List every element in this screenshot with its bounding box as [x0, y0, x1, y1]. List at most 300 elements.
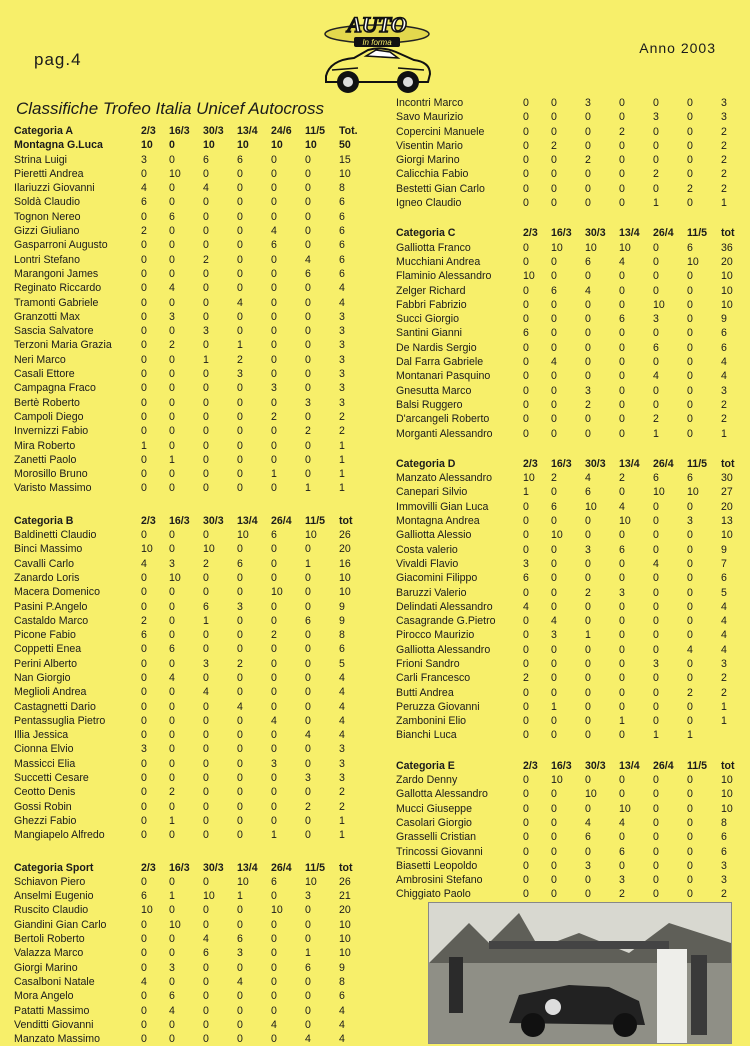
table-row — [14, 671, 376, 685]
table-row — [14, 439, 376, 453]
race-points: 3 — [169, 310, 175, 323]
race-points: 0 — [203, 729, 209, 742]
race-points: 0 — [271, 339, 277, 352]
race-points: 0 — [305, 571, 311, 584]
race-points: 0 — [141, 961, 147, 974]
race-points: 0 — [203, 586, 209, 599]
standings-table — [396, 226, 750, 440]
race-points: 3 — [237, 600, 243, 613]
race-points: 2 — [271, 629, 277, 642]
total-points: 20 — [339, 904, 351, 917]
race-points: 10 — [619, 241, 631, 254]
standings-table — [396, 96, 750, 210]
race-points: 6 — [203, 153, 209, 166]
race-points: 0 — [585, 139, 591, 152]
race-points: 10 — [619, 802, 631, 815]
race-points: 0 — [551, 154, 557, 167]
race-points: 0 — [523, 182, 529, 195]
driver-name: Picone Fabio — [14, 629, 76, 642]
race-points: 0 — [169, 875, 175, 888]
race-points: 0 — [237, 382, 243, 395]
race-points: 0 — [523, 398, 529, 411]
total-points: 3 — [339, 353, 345, 366]
race-points: 0 — [619, 629, 625, 642]
year-label: Anno 2003 — [639, 40, 716, 56]
table-row — [396, 153, 750, 167]
table-row — [14, 1032, 376, 1046]
race-points: 10 — [585, 500, 597, 513]
race-points: 0 — [653, 615, 659, 628]
race-points: 0 — [271, 1033, 277, 1046]
table-row — [396, 398, 750, 412]
race-points: 0 — [203, 671, 209, 684]
race-points: 0 — [551, 802, 557, 815]
race-points: 0 — [523, 427, 529, 440]
race-points: 0 — [203, 800, 209, 813]
race-points: 4 — [619, 500, 625, 513]
race-points: 0 — [237, 167, 243, 180]
race-points: 0 — [619, 327, 625, 340]
driver-name: Giorgi Marino — [396, 154, 460, 167]
race-points: 0 — [141, 339, 147, 352]
race-points: 0 — [203, 904, 209, 917]
race-points: 0 — [169, 743, 175, 756]
race-points: 0 — [551, 572, 557, 585]
race-points: 6 — [687, 472, 693, 485]
total-points: 3 — [339, 368, 345, 381]
race-points: 0 — [203, 975, 209, 988]
race-points: 0 — [551, 888, 557, 901]
race-points: 10 — [169, 918, 181, 931]
table-row — [14, 195, 376, 209]
race-points: 0 — [169, 614, 175, 627]
race-points: 6 — [551, 500, 557, 513]
total-points: 10 — [339, 586, 351, 599]
race-points: 0 — [169, 468, 175, 481]
race-points: 0 — [305, 757, 311, 770]
table-row — [14, 657, 376, 671]
column-header: 11/5 — [305, 125, 326, 137]
table-row — [14, 453, 376, 467]
race-points: 0 — [619, 356, 625, 369]
driver-name: Carli Francesco — [396, 672, 471, 685]
race-points: 3 — [141, 153, 147, 166]
race-points: 0 — [585, 557, 591, 570]
race-points: 0 — [271, 425, 277, 438]
race-points: 3 — [619, 586, 625, 599]
race-points: 10 — [585, 241, 597, 254]
race-points: 3 — [585, 384, 591, 397]
race-points: 0 — [271, 325, 277, 338]
race-points: 0 — [271, 196, 277, 209]
driver-name: Tramonti Gabriele — [14, 296, 99, 309]
driver-name: Vivaldi Flavio — [396, 557, 459, 570]
total-points: 2 — [721, 182, 727, 195]
table-row — [396, 125, 750, 139]
race-points: 0 — [653, 270, 659, 283]
race-points: 0 — [523, 729, 529, 742]
total-points: 10 — [339, 933, 351, 946]
total-points: 5 — [339, 657, 345, 670]
total-points: 10 — [721, 802, 733, 815]
race-points: 0 — [203, 643, 209, 656]
race-points: 3 — [141, 743, 147, 756]
race-points: 0 — [141, 210, 147, 223]
table-row — [396, 600, 750, 614]
table-row — [14, 614, 376, 628]
total-points: 4 — [339, 1018, 345, 1031]
total-points: 6 — [721, 327, 727, 340]
table-row — [396, 802, 750, 816]
race-points: 0 — [551, 97, 557, 109]
race-points: 0 — [203, 714, 209, 727]
race-points: 0 — [523, 313, 529, 326]
race-points: 0 — [585, 657, 591, 670]
race-points: 0 — [305, 714, 311, 727]
race-points: 0 — [141, 368, 147, 381]
table-row — [14, 210, 376, 224]
driver-name: Valazza Marco — [14, 947, 84, 960]
race-points: 0 — [619, 370, 625, 383]
race-points: 0 — [305, 700, 311, 713]
race-points: 1 — [169, 453, 175, 466]
driver-name: Pentassuglia Pietro — [14, 714, 106, 727]
table-row — [396, 614, 750, 628]
race-points: 0 — [237, 210, 243, 223]
table-row — [14, 785, 376, 799]
race-points: 0 — [305, 586, 311, 599]
race-points: 0 — [585, 515, 591, 528]
table-row — [396, 241, 750, 255]
race-points: 0 — [169, 1018, 175, 1031]
race-points: 3 — [271, 382, 277, 395]
race-points: 0 — [523, 370, 529, 383]
race-points: 0 — [169, 975, 175, 988]
race-points: 0 — [237, 282, 243, 295]
total-points: 2 — [721, 398, 727, 411]
race-points: 0 — [687, 270, 693, 283]
driver-name: Galliotta Alessio — [396, 529, 472, 542]
table-row — [14, 253, 376, 267]
race-points: 0 — [619, 859, 625, 872]
race-points: 0 — [271, 482, 277, 495]
race-points: 0 — [271, 729, 277, 742]
race-points: 0 — [237, 786, 243, 799]
race-points: 0 — [203, 529, 209, 542]
race-points: 0 — [619, 111, 625, 124]
table-row — [14, 903, 376, 917]
race-points: 0 — [169, 947, 175, 960]
race-points: 6 — [141, 196, 147, 209]
race-points: 0 — [271, 890, 277, 903]
driver-name: Mangiapelo Alfredo — [14, 829, 105, 842]
race-points: 6 — [619, 845, 625, 858]
total-points: 2 — [721, 168, 727, 181]
driver-name: Varisto Massimo — [14, 482, 92, 495]
race-points: 0 — [271, 686, 277, 699]
race-points: 0 — [203, 296, 209, 309]
race-points: 10 — [305, 875, 317, 888]
race-points: 0 — [237, 800, 243, 813]
race-points: 0 — [687, 197, 693, 210]
race-points: 0 — [271, 643, 277, 656]
race-points: 0 — [141, 296, 147, 309]
driver-name: Marangoni James — [14, 267, 99, 280]
column-header: 26/4 — [653, 227, 674, 240]
table-row — [14, 700, 376, 714]
race-points: 1 — [305, 482, 311, 495]
race-points: 0 — [203, 210, 209, 223]
race-points: 0 — [523, 543, 529, 556]
total-points: 2 — [721, 888, 727, 901]
race-points: 1 — [271, 829, 277, 842]
race-points: 0 — [551, 486, 557, 499]
race-points: 0 — [271, 961, 277, 974]
race-points: 0 — [271, 990, 277, 1003]
race-points: 0 — [687, 341, 693, 354]
race-points: 1 — [551, 700, 557, 713]
column-header: 13/4 — [237, 861, 258, 874]
table-row — [14, 424, 376, 438]
standings-table — [14, 124, 376, 496]
race-points: 1 — [237, 890, 243, 903]
race-points: 0 — [653, 586, 659, 599]
race-points: 0 — [305, 600, 311, 613]
race-points: 0 — [169, 425, 175, 438]
race-points: 0 — [169, 267, 175, 280]
race-points: 0 — [653, 384, 659, 397]
table-row — [14, 685, 376, 699]
race-points: 0 — [585, 182, 591, 195]
table-row — [396, 427, 750, 441]
race-points: 10 — [687, 486, 699, 499]
total-points: 15 — [339, 153, 351, 166]
driver-name: Savo Maurizio — [396, 111, 464, 124]
table-row — [14, 814, 376, 828]
race-points: 0 — [585, 600, 591, 613]
race-points: 10 — [271, 139, 283, 152]
race-points: 0 — [141, 586, 147, 599]
total-points: 10 — [721, 788, 733, 801]
race-points: 0 — [141, 571, 147, 584]
race-points: 4 — [619, 816, 625, 829]
table-row — [396, 671, 750, 685]
total-points: 1 — [339, 814, 345, 827]
race-points: 1 — [653, 729, 659, 742]
race-points: 4 — [141, 557, 147, 570]
total-points — [720, 728, 750, 742]
driver-name: Massicci Elia — [14, 757, 76, 770]
race-points: 0 — [203, 961, 209, 974]
race-points: 0 — [523, 686, 529, 699]
race-points: 0 — [653, 125, 659, 138]
driver-name: Zanardo Loris — [14, 571, 80, 584]
standings-table — [14, 514, 376, 843]
driver-name: Bestetti Gian Carlo — [396, 182, 485, 195]
race-points: 0 — [305, 182, 311, 195]
column-header: 30/3 — [585, 227, 606, 240]
race-points: 0 — [271, 557, 277, 570]
race-points: 0 — [585, 313, 591, 326]
race-points: 0 — [687, 298, 693, 311]
race-points: 0 — [237, 182, 243, 195]
race-points: 0 — [687, 384, 693, 397]
driver-name: Schiavon Piero — [14, 875, 86, 888]
total-points: 36 — [721, 241, 733, 254]
race-points: 0 — [237, 686, 243, 699]
driver-name: Igneo Claudio — [396, 197, 462, 210]
race-points: 6 — [203, 947, 209, 960]
driver-name: Gnesutta Marco — [396, 384, 472, 397]
total-points: 10 — [721, 298, 733, 311]
race-points: 0 — [237, 904, 243, 917]
table-row — [14, 1004, 376, 1018]
table-row — [14, 338, 376, 352]
race-points: 0 — [141, 1033, 147, 1046]
race-points: 0 — [237, 729, 243, 742]
total-points: 27 — [721, 486, 733, 499]
race-points: 0 — [237, 196, 243, 209]
table-row — [14, 989, 376, 1003]
driver-name: Manzato Alessandro — [396, 472, 492, 485]
race-points: 0 — [305, 310, 311, 323]
total-points: 4 — [339, 700, 345, 713]
driver-name: Pirocco Maurizio — [396, 629, 475, 642]
race-points: 2 — [551, 472, 557, 485]
race-points: 0 — [523, 802, 529, 815]
total-points: 1 — [339, 439, 345, 452]
race-points: 0 — [551, 313, 557, 326]
race-points: 1 — [523, 486, 529, 499]
race-points: 0 — [271, 671, 277, 684]
race-points: 0 — [237, 1018, 243, 1031]
race-points: 3 — [585, 859, 591, 872]
table-row — [396, 269, 750, 283]
total-points: 1 — [721, 197, 727, 210]
race-points: 0 — [523, 845, 529, 858]
race-points: 0 — [653, 529, 659, 542]
total-points: 3 — [721, 97, 727, 109]
race-points: 0 — [237, 310, 243, 323]
race-points: 0 — [619, 774, 625, 787]
race-points: 4 — [305, 253, 311, 266]
column-header: 13/4 — [619, 457, 640, 470]
race-points: 4 — [141, 182, 147, 195]
driver-name: Ilariuzzi Giovanni — [14, 182, 95, 195]
race-points: 0 — [551, 686, 557, 699]
driver-name: Cavalli Carlo — [14, 557, 75, 570]
race-points: 0 — [551, 197, 557, 210]
race-points: 0 — [237, 543, 243, 556]
race-points: 6 — [523, 327, 529, 340]
race-points: 0 — [305, 210, 311, 223]
race-points: 0 — [523, 657, 529, 670]
race-points: 0 — [169, 139, 175, 152]
race-points: 4 — [271, 225, 277, 238]
race-points: 0 — [271, 282, 277, 295]
race-points: 6 — [653, 472, 659, 485]
race-points: 0 — [271, 153, 277, 166]
table-row — [14, 714, 376, 728]
race-points: 1 — [203, 353, 209, 366]
race-points: 0 — [585, 672, 591, 685]
race-points: 0 — [237, 571, 243, 584]
total-points: 6 — [339, 239, 345, 252]
race-points: 2 — [237, 657, 243, 670]
race-points: 4 — [203, 933, 209, 946]
race-points: 0 — [619, 672, 625, 685]
race-points: 0 — [523, 125, 529, 138]
race-points: 0 — [551, 270, 557, 283]
race-points: 0 — [653, 543, 659, 556]
total-points: 2 — [339, 786, 345, 799]
race-points: 0 — [619, 788, 625, 801]
race-points: 0 — [141, 657, 147, 670]
race-points: 0 — [169, 482, 175, 495]
race-points: 0 — [551, 715, 557, 728]
table-row — [14, 381, 376, 395]
total-points: 4 — [721, 600, 727, 613]
race-points: 0 — [271, 267, 277, 280]
race-car-photo-icon — [429, 903, 731, 1043]
race-points: 0 — [551, 816, 557, 829]
standings-table — [396, 457, 750, 743]
total-points: 2 — [721, 686, 727, 699]
race-points: 0 — [141, 600, 147, 613]
race-points: 1 — [305, 557, 311, 570]
race-points: 0 — [619, 341, 625, 354]
race-points: 0 — [551, 255, 557, 268]
race-points: 4 — [523, 600, 529, 613]
total-points: 6 — [339, 196, 345, 209]
total-points: 10 — [339, 947, 351, 960]
race-points: 0 — [551, 557, 557, 570]
race-points: 0 — [653, 643, 659, 656]
race-points: 0 — [271, 800, 277, 813]
race-points: 0 — [141, 700, 147, 713]
total-points: 6 — [721, 831, 727, 844]
race-points: 3 — [585, 97, 591, 109]
driver-name: Pieretti Andrea — [14, 167, 84, 180]
race-points: 0 — [619, 831, 625, 844]
race-points: 0 — [305, 975, 311, 988]
driver-name: Gallotta Alessandro — [396, 788, 488, 801]
race-points: 0 — [305, 686, 311, 699]
race-points: 6 — [687, 241, 693, 254]
race-points: 0 — [687, 557, 693, 570]
table-row — [14, 975, 376, 989]
driver-name: Santini Gianni — [396, 327, 462, 340]
race-points: 0 — [585, 327, 591, 340]
race-points: 0 — [141, 686, 147, 699]
race-points: 0 — [203, 368, 209, 381]
race-points: 0 — [169, 829, 175, 842]
total-points: 2 — [721, 154, 727, 167]
table-row — [14, 310, 376, 324]
table-row — [14, 585, 376, 599]
race-points: 0 — [523, 255, 529, 268]
race-points: 4 — [653, 557, 659, 570]
driver-name: Immovilli Gian Luca — [396, 500, 489, 513]
table-row — [14, 742, 376, 756]
race-points: 0 — [237, 743, 243, 756]
driver-name: Anselmi Eugenio — [14, 890, 94, 903]
driver-name: Macera Domenico — [14, 586, 100, 599]
table-row — [396, 543, 750, 557]
race-points: 0 — [203, 482, 209, 495]
total-points: 4 — [339, 729, 345, 742]
total-points: 13 — [721, 515, 733, 528]
